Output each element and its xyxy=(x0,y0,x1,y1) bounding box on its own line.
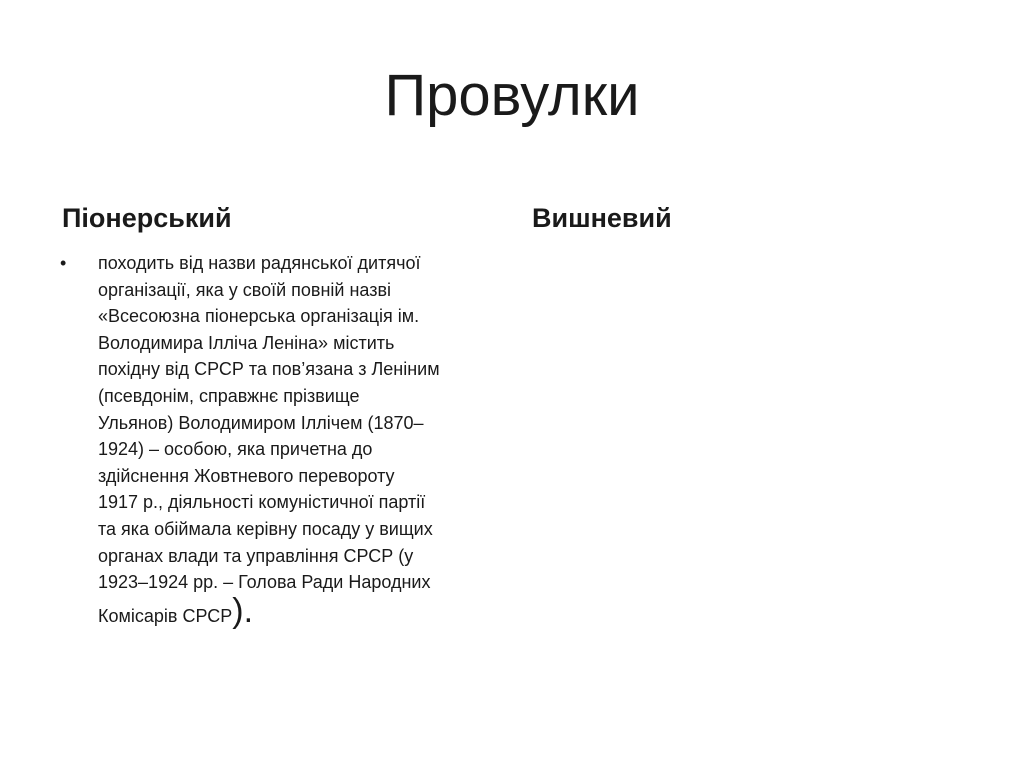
text-line: (псевдонім, справжнє прізвище xyxy=(98,385,360,406)
text-line: походить від назви радянської дитячої xyxy=(98,253,421,273)
text-line: 1917 р., діяльності комуністичної партії xyxy=(98,492,426,513)
last-line-text: Комісарів СРСР xyxy=(98,605,233,626)
text-line: Ульянов) Володимиром Іллічем (1870– xyxy=(98,412,424,433)
text-line: та яка обіймала керівну посаду у вищих xyxy=(98,518,433,539)
text-line: Володимира Ілліча Леніна» містить xyxy=(98,332,395,353)
bullet-list xyxy=(60,250,510,636)
text-line: 1923–1924 рр. – Голова Ради Народних xyxy=(98,572,431,593)
closing-punctuation: ). xyxy=(232,591,254,630)
text-line: здійснення Жовтневого перевороту xyxy=(98,465,395,486)
text-line: похідну від СРСР та пов’язана з Леніним xyxy=(98,359,440,380)
slide-title: Провулки xyxy=(384,63,640,128)
text-line: «Всесоюзна піонерська організація ім. xyxy=(98,306,420,327)
bullet-item xyxy=(60,250,510,636)
text-line: 1924) – особою, яка причетна до xyxy=(98,439,373,460)
column-heading-pionerskyi: Піонерський xyxy=(62,203,232,233)
text-line: організації, яка у своїй повній назві xyxy=(98,279,392,300)
text-line-last xyxy=(98,591,510,636)
text-line: органах влади та управління СРСР (у xyxy=(98,545,414,566)
bullet-dot-icon: • xyxy=(60,253,67,273)
column-heading-vyshnevyi: Вишневий xyxy=(532,203,672,233)
